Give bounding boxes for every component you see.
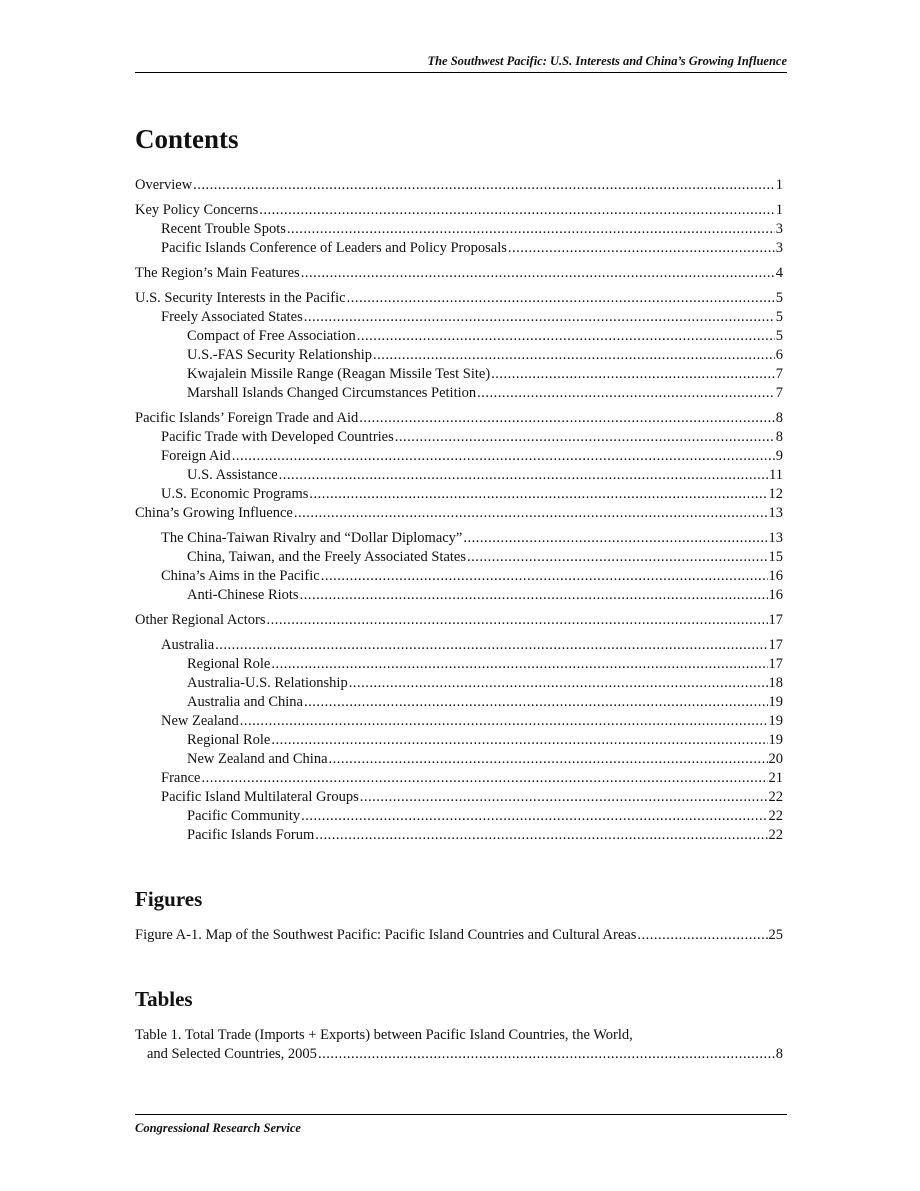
- toc-entry[interactable]: Pacific Islands Forum ..... 22: [135, 826, 783, 845]
- toc-entry[interactable]: Pacific Trade with Developed Countries ..... 8: [135, 428, 783, 447]
- toc-entry[interactable]: The China-Taiwan Rivalry and “Dollar Diplomacy” ..... 13: [135, 529, 783, 548]
- toc-entry[interactable]: Pacific Islands Conference of Leaders and Policy Proposals ..... 3: [135, 239, 783, 258]
- contents-heading: Contents: [135, 124, 239, 154]
- figures-list: [135, 926, 783, 945]
- toc-entry[interactable]: Australia ..... 17: [135, 636, 783, 655]
- toc-entry[interactable]: Australia and China ..... 19: [135, 693, 783, 712]
- running-header: The Southwest Pacific: U.S. Interests and China’s Growing Influence: [427, 54, 787, 68]
- toc-entry[interactable]: France ..... 21: [135, 769, 783, 788]
- tables-heading: Tables: [135, 987, 193, 1011]
- toc-entry[interactable]: U.S. Security Interests in the Pacific ..... 5: [135, 289, 783, 308]
- toc-entry[interactable]: China’s Growing Influence ..... 13: [135, 504, 783, 523]
- figure-entry[interactable]: Figure A-1. Map of the Southwest Pacific: Pacific Island Countries and Cultural Areas ..... 25: [135, 926, 783, 945]
- toc-entry[interactable]: Anti-Chinese Riots ..... 16: [135, 586, 783, 605]
- toc-entry[interactable]: New Zealand ..... 19: [135, 712, 783, 731]
- header-rule: [135, 72, 787, 73]
- toc-entry[interactable]: Freely Associated States ..... 5: [135, 308, 783, 327]
- toc-entry[interactable]: U.S. Economic Programs ..... 12: [135, 485, 783, 504]
- toc-entry[interactable]: Key Policy Concerns ..... 1: [135, 201, 783, 220]
- toc-entry[interactable]: Pacific Island Multilateral Groups ..... 22: [135, 788, 783, 807]
- running-footer: Congressional Research Service: [135, 1121, 301, 1135]
- toc-entry[interactable]: Australia-U.S. Relationship ..... 18: [135, 674, 783, 693]
- toc-entry[interactable]: The Region’s Main Features ..... 4: [135, 264, 783, 283]
- table-entry[interactable]: Table 1. Total Trade (Imports + Exports) between Pacific Island Countries, the World, and Selected Countries, 2005 ..... 8: [135, 1026, 783, 1064]
- toc-entry[interactable]: Recent Trouble Spots ..... 3: [135, 220, 783, 239]
- toc-entry[interactable]: U.S. Assistance ..... 11: [135, 466, 783, 485]
- toc-entry[interactable]: Kwajalein Missile Range (Reagan Missile Test Site) ..... 7: [135, 365, 783, 384]
- toc-entry[interactable]: Overview ..... 1: [135, 176, 783, 195]
- toc-entry[interactable]: Pacific Community ..... 22: [135, 807, 783, 826]
- toc-entry[interactable]: China, Taiwan, and the Freely Associated States ..... 15: [135, 548, 783, 567]
- table-of-contents: [135, 176, 783, 845]
- toc-entry[interactable]: Other Regional Actors ..... 17: [135, 611, 783, 630]
- toc-entry[interactable]: Marshall Islands Changed Circumstances Petition ..... 7: [135, 384, 783, 403]
- toc-entry[interactable]: Regional Role ..... 17: [135, 655, 783, 674]
- toc-entry[interactable]: Pacific Islands’ Foreign Trade and Aid ..... 8: [135, 409, 783, 428]
- toc-entry[interactable]: Foreign Aid ..... 9: [135, 447, 783, 466]
- footer-rule: [135, 1114, 787, 1115]
- figures-heading: Figures: [135, 887, 203, 911]
- toc-entry[interactable]: New Zealand and China ..... 20: [135, 750, 783, 769]
- tables-list: [135, 1026, 783, 1064]
- toc-entry[interactable]: Regional Role ..... 19: [135, 731, 783, 750]
- toc-entry[interactable]: U.S.-FAS Security Relationship ..... 6: [135, 346, 783, 365]
- toc-entry[interactable]: Compact of Free Association ..... 5: [135, 327, 783, 346]
- toc-entry[interactable]: China’s Aims in the Pacific ..... 16: [135, 567, 783, 586]
